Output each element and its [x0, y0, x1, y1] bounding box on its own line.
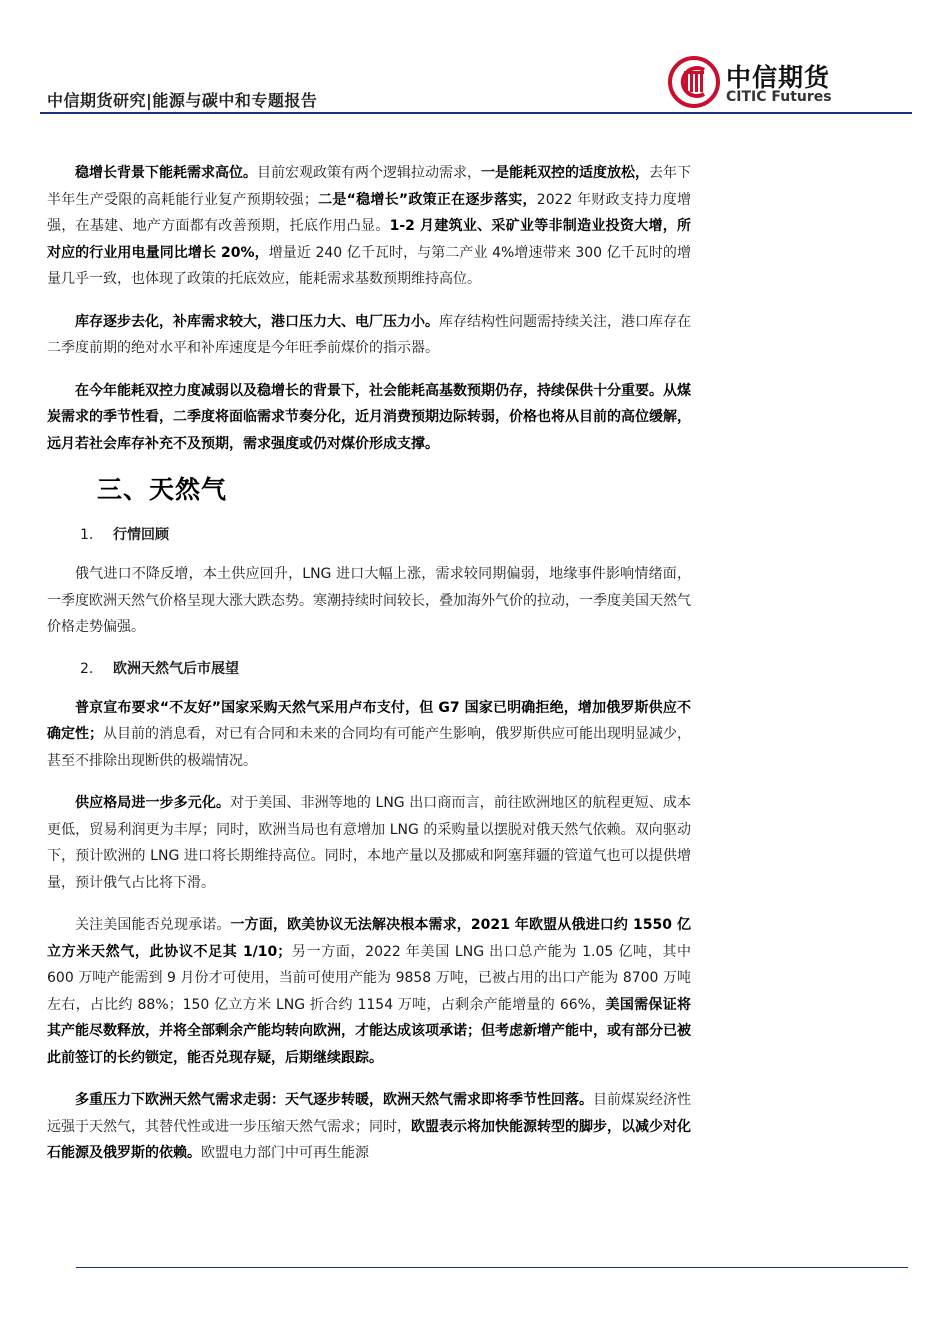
body-text: 增量近 240 亿千瓦时，与第二产业 4%增速带来 300 亿千瓦时的增量几乎一致，也体现了政策的托底效应，能耗需求基数预期维持高位。: [47, 244, 692, 287]
body-text: 对于美国、非洲等地的 LNG 出口商而言，前往欧洲地区的航程更短、成本更低，贸易利润更为丰厚；同时，欧洲当局也有意增加 LNG 的采购量以摆脱对俄天然气依赖。双向驱动下，预计欧洲的 LNG 进口将长期维持高位。同时，本地产量以及挪威和阿塞拜疆的管道气也可以提供增量，预计俄气占比将下滑。: [47, 795, 691, 891]
paragraph-ruble-payment: [47, 695, 691, 775]
logo-english-name: CITIC Futures: [726, 89, 832, 105]
bold-text: 二是“稳增长”政策正在逐步落实，: [317, 191, 537, 208]
body-text: 关注美国能否兑现承诺。: [75, 917, 231, 933]
footer-divider: [76, 1267, 908, 1268]
logo-chinese-name: 中信期货: [726, 63, 831, 92]
page-header: [0, 0, 950, 115]
body-text: 目前煤炭经济性远强于天然气，其替代性或进一步压缩天然气需求；同时，: [47, 1092, 691, 1135]
bold-text: 一方面，欧美协议无法解决根本需求，2021 年欧盟从俄进口约 1550 亿立方米天然气，此协议不足其 1/10；: [47, 917, 692, 960]
paragraph-demand-weakening: [47, 1087, 691, 1167]
body-text: 2022 年财政支持力度增强，在基建、地产方面都有改善预期，托底作用凸显。: [47, 191, 691, 234]
bold-text: 1-2 月建筑业、采矿业等非制造业投资大增，所对应的行业用电量同比增长 20%，: [47, 218, 692, 261]
subheading-europe-outlook: [80, 657, 691, 681]
citic-futures-logo: [668, 56, 843, 110]
body-text: 去年下半年生产受限的高耗能行业复产预期较强；: [47, 165, 691, 208]
paragraph-market-review: 俄气进口不降反增，本土供应回升，LNG 进口大幅上涨，需求较同期偏弱，地缘事件影响情绪面，一季度欧洲天然气价格呈现大涨大跌态势。寒潮持续时间较长，叠加海外气价的拉动，一季度美国天然气价格走势偏强。: [47, 566, 691, 635]
report-title: 中信期货研究|能源与碳中和专题报告: [47, 91, 318, 110]
paragraph-inventory: [47, 309, 691, 362]
subheading-number: 2.: [80, 660, 94, 677]
body-text: 目前宏观政策有两个逻辑拉动需求，: [257, 165, 481, 181]
report-body: [47, 160, 691, 1183]
bold-text: 欧盟表示将加快能源转型的脚步，以减少对化石能源及俄罗斯的依赖。: [47, 1118, 691, 1161]
paragraph-coal-outlook: [47, 378, 691, 458]
body-text: 库存结构性问题需持续关注，港口库存在二季度前期的绝对水平和补库速度是今年旺季前煤价的指示器。: [47, 313, 691, 356]
bold-text: 普京宣布要求“不友好”国家采购天然气采用卢布支付，但 G7 国家已明确拒绝，增加俄罗斯供应不确定性；: [47, 699, 691, 742]
bold-text: 供应格局进一步多元化。: [75, 795, 231, 811]
citic-logo-icon: [668, 56, 720, 108]
bold-text: 一是能耗双控的适度放松，: [481, 165, 649, 181]
bold-text: 在今年能耗双控力度减弱以及稳增长的背景下，社会能耗高基数预期仍存，持续保供十分重要。从煤炭需求的季节性看，二季度将面临需求节奏分化，近月消费预期边际转弱，价格也将从目前的高位缓解，远月若社会库存补充不及预期，需求强度或仍对煤价形成支撑。: [47, 382, 691, 452]
section-heading-natural-gas: 三、天然气: [97, 475, 228, 504]
header-divider: [40, 112, 912, 114]
subheading-market-review: [80, 523, 691, 547]
body-text: 欧盟电力部门中可再生能源: [201, 1145, 369, 1161]
bold-text: 库存逐步去化，补库需求较大，港口压力大、电厂压力小。: [75, 313, 439, 330]
bold-text: 多重压力下欧洲天然气需求走弱：天气逐步转暖，欧洲天然气需求即将季节性回落。: [75, 1092, 593, 1108]
subheading-title: 欧洲天然气后市展望: [113, 660, 239, 677]
paragraph-us-commitment: [47, 912, 691, 1071]
bold-text: 稳增长背景下能耗需求高位。: [75, 165, 257, 181]
paragraph-energy-demand: [47, 160, 691, 293]
body-text: 另一方面，2022 年美国 LNG 出口总产能为 1.05 亿吨，其中 600 万吨产能需到 9 月份才可使用，当前可使用产能为 9858 万吨，已被占用的出口产能为 8700 万吨左右，占比约 88%；150 亿立方米 LNG 折合约 1154 万吨，占剩余产能增量的 66%，: [47, 943, 691, 1013]
paragraph-supply-diversification: [47, 790, 691, 896]
body-text: 从目前的消息看，对已有合同和未来的合同均有可能产生影响，俄罗斯供应可能出现明显减少，甚至不排除出现断供的极端情况。: [47, 726, 691, 769]
subheading-number: 1.: [80, 527, 94, 543]
bold-text: 美国需保证将其产能尽数释放，并将全部剩余产能均转向欧洲，才能达成该项承诺；但考虑新增产能中，或有部分已被此前签订的长约锁定，能否兑现存疑，后期继续跟踪。: [47, 996, 691, 1066]
subheading-title: 行情回顾: [113, 527, 169, 543]
